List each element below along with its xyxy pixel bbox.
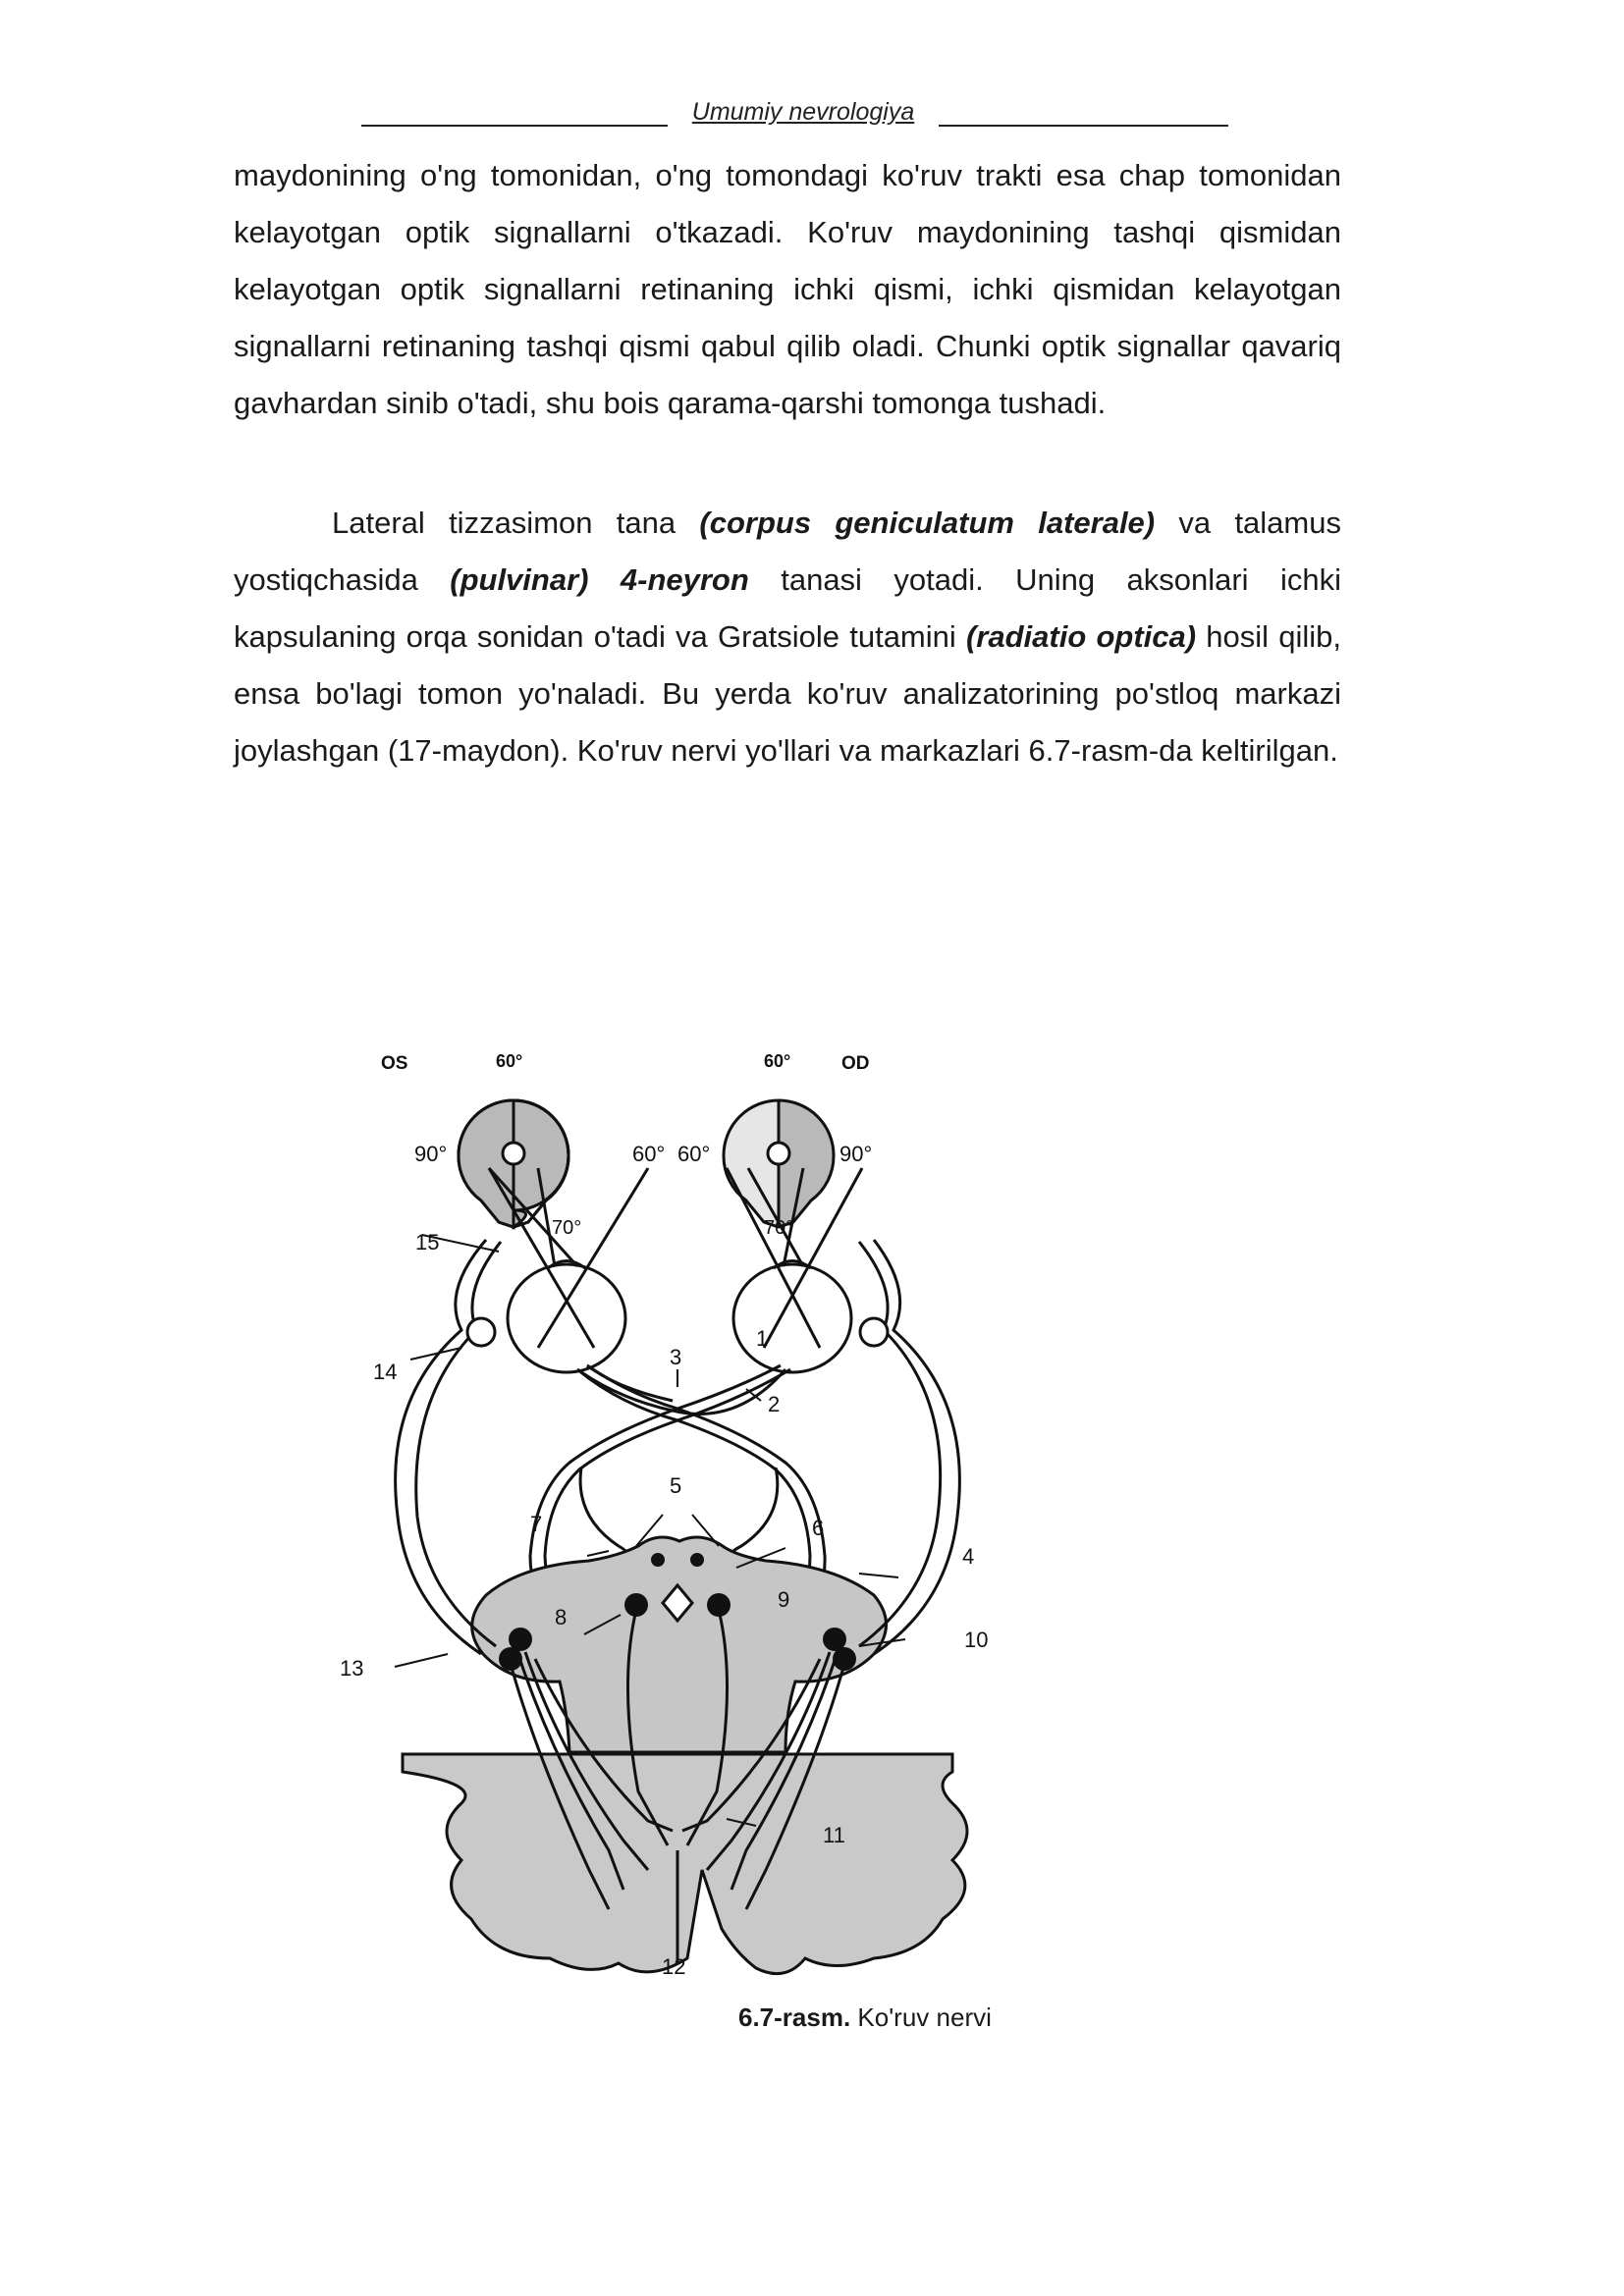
label-2: 2 bbox=[768, 1392, 781, 1416]
occipital-cortex bbox=[403, 1754, 967, 1974]
header-rule-left bbox=[361, 125, 668, 127]
paragraph-2-text-2: va talamus yostiqchasida bbox=[234, 506, 1341, 597]
label-12: 12 bbox=[662, 1954, 686, 1979]
label-9: 9 bbox=[778, 1587, 790, 1612]
label-60-left: 60° bbox=[496, 1051, 523, 1071]
label-60-mid-left: 60° bbox=[632, 1142, 666, 1166]
term-corpus-geniculatum: (corpus geniculatum laterale) bbox=[699, 506, 1156, 540]
right-visual-field bbox=[724, 1100, 834, 1227]
paragraph-2-text-3: tanasi yotadi. Uning aksonlari ichki kapsulaning orqa sonidan o'tadi va Gratsiole tutamini bbox=[234, 562, 1341, 654]
label-13: 13 bbox=[340, 1656, 364, 1681]
caption-number: 6.7-rasm. bbox=[738, 2002, 851, 2032]
label-90-right: 90° bbox=[839, 1142, 873, 1166]
label-90-left: 90° bbox=[414, 1142, 448, 1166]
visual-pathway-figure bbox=[324, 1045, 1031, 2007]
label-od: OD bbox=[841, 1053, 870, 1074]
label-6: 6 bbox=[812, 1516, 825, 1540]
paragraph-2 bbox=[234, 495, 1341, 779]
header-title: Umumiy nevrologiya bbox=[691, 98, 915, 126]
caption-text: Ko'ruv nervi bbox=[850, 2002, 992, 2032]
label-3: 3 bbox=[670, 1345, 682, 1369]
label-5: 5 bbox=[670, 1473, 682, 1498]
label-60-right: 60° bbox=[764, 1051, 791, 1071]
term-pulvinar: (pulvinar) 4-neyron bbox=[450, 562, 749, 597]
visual-pathway-diagram bbox=[324, 1045, 1031, 2007]
label-60-mid-right: 60° bbox=[677, 1142, 711, 1166]
label-os: OS bbox=[381, 1053, 408, 1074]
label-14: 14 bbox=[373, 1360, 398, 1384]
thalamus-region bbox=[472, 1537, 887, 1752]
label-1: 1 bbox=[756, 1326, 769, 1351]
paragraph-1: maydonining o'ng tomonidan, o'ng tomondagi ko'ruv trakti esa chap tomonidan kelayotgan optik signallarni o'tkazadi. Ko'ruv maydonining tashqi qismidan kelayotgan optik signallarni retinaning ichki qismi, ichki qismidan kelayotgan signallarni retinaning tashqi qismi qabul qilib oladi. Chunki optik signallar qavariq gavhardan sinib o'tadi, shu bois qarama-qarshi tomonga tushadi. bbox=[234, 158, 1341, 420]
label-11: 11 bbox=[823, 1823, 845, 1847]
header-rule-right bbox=[939, 125, 1228, 127]
label-4: 4 bbox=[962, 1544, 975, 1569]
figure-caption bbox=[738, 2002, 992, 2033]
label-70-left: 70° bbox=[552, 1217, 582, 1239]
label-15: 15 bbox=[415, 1230, 440, 1255]
term-radiatio-optica: (radiatio optica) bbox=[965, 619, 1197, 654]
page-header bbox=[0, 98, 1624, 133]
paragraph-2-text-1: Lateral tizzasimon tana bbox=[332, 506, 700, 540]
label-70-right: 70° bbox=[764, 1217, 794, 1239]
label-10: 10 bbox=[964, 1628, 989, 1652]
label-8: 8 bbox=[555, 1605, 568, 1629]
label-7: 7 bbox=[530, 1512, 543, 1536]
paragraph-2-text-4: hosil qilib, ensa bo'lagi tomon yo'naladi. Bu yerda ko'ruv analizatorining po'stloq markazi joylashgan (17-maydon). Ko'ruv nervi yo'llari va markazlari 6.7-rasm-da keltirilgan. bbox=[234, 619, 1342, 768]
